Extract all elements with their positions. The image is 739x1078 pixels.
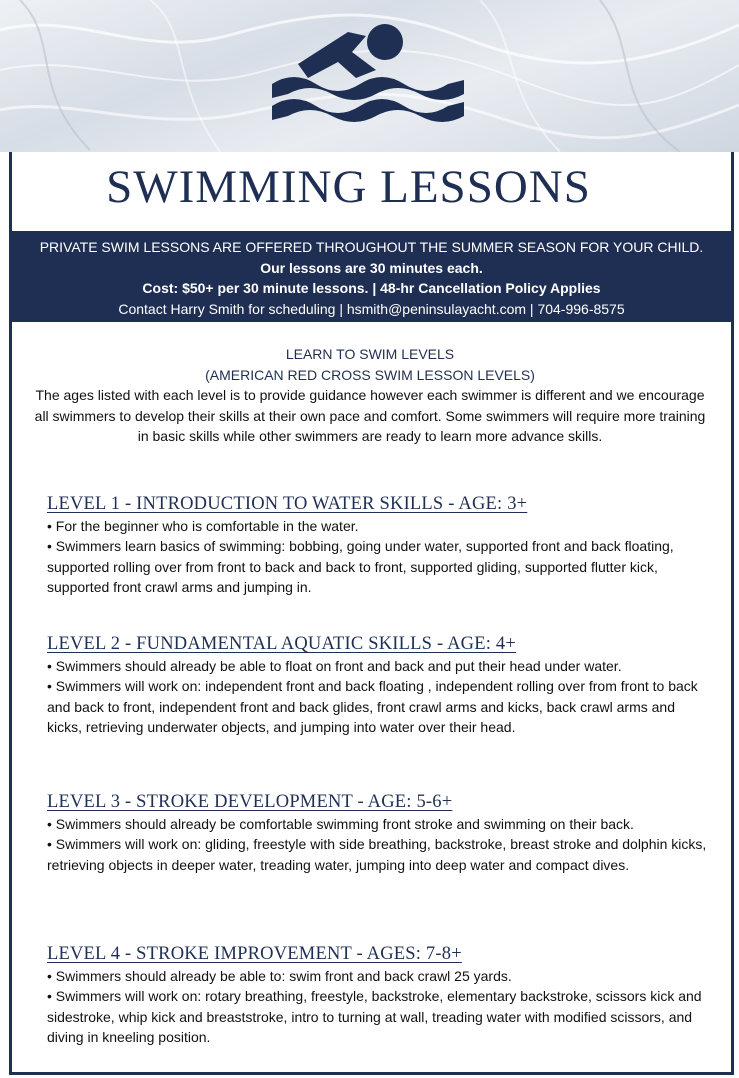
level-4-title: LEVEL 4 - STROKE IMPROVEMENT - AGES: 7-8+ (47, 944, 462, 964)
intro-heading: LEARN TO SWIM LEVELS (285, 346, 455, 362)
page-title: SWIMMING LESSONS (106, 161, 591, 213)
level-3-bullet-1: • Swimmers should already be comfortable swimming front stroke and swimming on their back. (47, 815, 634, 832)
level-3-bullet-2: • Swimmers will work on: gliding, freestyle with side breathing, backstroke, breast stroke and dolphin kicks, retrieving objects in deeper water, treading water, jumping into deep water and compact dives. (47, 836, 707, 873)
level-2-bullet-2: • Swimmers will work on: independent front and back floating , independent rolling over from front to back and back to front, independent front and back glides, front crawl arms and kicks, back crawl arms and kicks, retrieving underwater objects, and jumping into water over their head. (47, 678, 698, 735)
banner-line-duration: Our lessons are 30 minutes each. (260, 259, 483, 276)
level-3-title: LEVEL 3 - STROKE DEVELOPMENT - AGE: 5-6+ (47, 792, 453, 812)
level-2-bullet-1: • Swimmers should already be able to float on front and back and put their head under water. (47, 657, 622, 674)
water-background (0, 0, 739, 152)
intro-subheading: (AMERICAN RED CROSS SWIM LESSON LEVELS) (205, 366, 535, 383)
level-1-section (47, 494, 712, 598)
swimmer-icon (268, 14, 468, 124)
level-3-section (47, 792, 712, 875)
intro-section (30, 344, 710, 447)
info-banner (12, 231, 731, 322)
level-2-section (47, 634, 712, 738)
level-1-bullet-2: • Swimmers learn basics of swimming: bobbing, going under water, supported front and back floating, supported rolling over from front to back and back to front, supported gliding, supported flutter kick, supported front crawl arms and jumping in. (47, 538, 674, 595)
level-1-bullet-1: • For the beginner who is comfortable in the water. (47, 517, 359, 534)
intro-body: The ages listed with each level is to provide guidance however each swimmer is different and we encourage all swimmers to develop their skills at their own pace and comfort. Some swimmers will require more training in basic skills while other swimmers are ready to learn more advance skills. (34, 387, 706, 444)
level-2-title: LEVEL 2 - FUNDAMENTAL AQUATIC SKILLS - AGE: 4+ (47, 634, 516, 654)
level-4-bullet-2: • Swimmers will work on: rotary breathing, freestyle, backstroke, elementary backstroke, scissors kick and sidestroke, whip kick and breaststroke, intro to turning at wall, treading water with modified scissors, and diving in kneeling position. (47, 988, 702, 1045)
banner-line-contact: Contact Harry Smith for scheduling | hsmith@peninsulayacht.com | 704-996-8575 (118, 300, 625, 317)
level-1-title: LEVEL 1 - INTRODUCTION TO WATER SKILLS - AGE: 3+ (47, 494, 528, 514)
level-4-section (47, 944, 712, 1048)
banner-line-cost: Cost: $50+ per 30 minute lessons. | 48-hr Cancellation Policy Applies (142, 280, 601, 296)
banner-line-offer: PRIVATE SWIM LESSONS ARE OFFERED THROUGHOUT THE SUMMER SEASON FOR YOUR CHILD. (39, 239, 704, 255)
level-4-bullet-1: • Swimmers should already be able to: swim front and back crawl 25 yards. (47, 967, 512, 984)
